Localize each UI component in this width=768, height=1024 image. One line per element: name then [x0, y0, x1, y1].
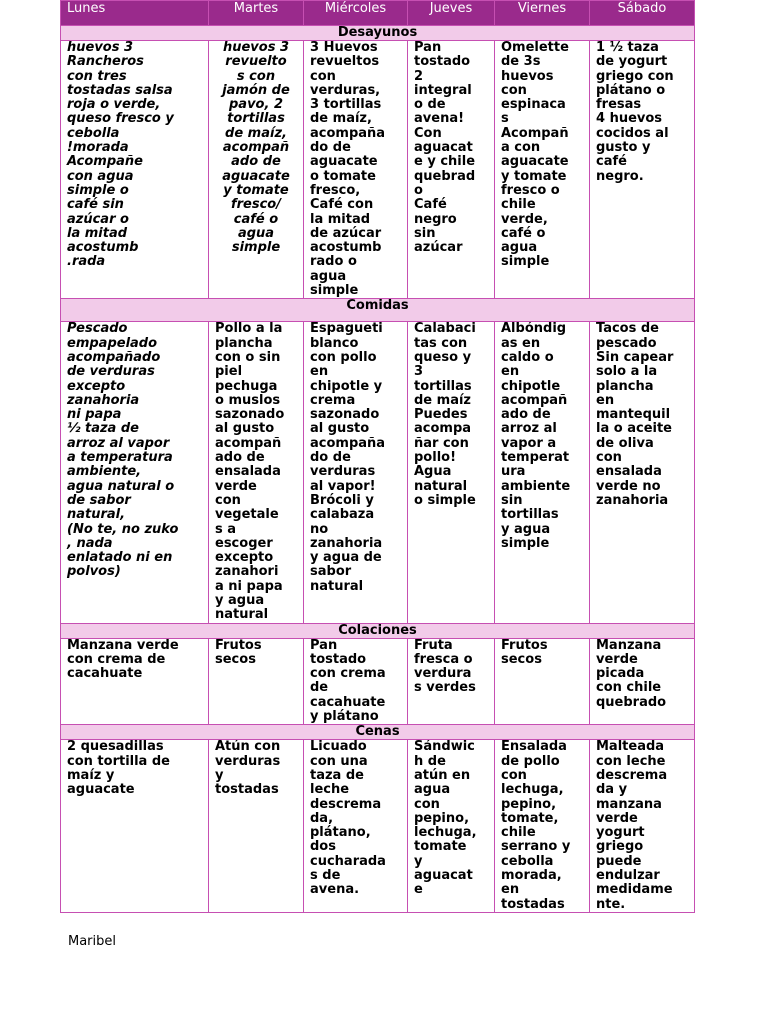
section-title-desayunos: Desayunos — [61, 26, 695, 41]
day-header-jueves: Jueves — [408, 1, 495, 26]
meal-cell: Albóndig as en caldo o en chipotle acompañ ado de arroz al vapor a temperat ura ambiente sin tortillas y agua simple — [495, 322, 590, 623]
meal-cell: Frutos secos — [495, 638, 590, 725]
table-header-row — [61, 1, 695, 26]
day-header-sabado: Sábado — [590, 1, 695, 26]
meal-cell: huevos 3 revuelto s con jamón de pavo, 2 tortillas de maíz, acompañ ado de aguacate y tomate fresco/ café o agua simple — [209, 41, 304, 299]
meal-cell: Malteada con leche descrema da y manzana verde yogurt griego puede endulzar medidame nte. — [590, 740, 695, 913]
day-header-viernes: Viernes — [495, 1, 590, 26]
meal-cell: Atún con verduras y tostadas — [209, 740, 304, 913]
meal-cell: Manzana verde con crema de cacahuate — [61, 638, 209, 725]
day-header-miercoles: Miércoles — [304, 1, 408, 26]
section-title-comidas: Comidas — [61, 299, 695, 322]
section-cenas — [61, 725, 695, 740]
section-comidas — [61, 299, 695, 322]
meal-cell: Manzana verde picada con chile quebrado — [590, 638, 695, 725]
meal-cell: 3 Huevos revueltos con verduras, 3 tortillas de maíz, acompaña do de aguacate o tomate fresco, Café con la mitad de azúcar acostumb rado o agua simple — [304, 41, 408, 299]
meal-cell: Calabaci tas con queso y 3 tortillas de maíz Puedes acompa ñar con pollo! Agua natural o simple — [408, 322, 495, 623]
meal-cell: Sándwic h de atún en agua con pepino, lechuga, tomate y aguacat e — [408, 740, 495, 913]
meal-cell: Fruta fresca o verdura s verdes — [408, 638, 495, 725]
meal-cell: Pollo a la plancha con o sin piel pechuga o muslos sazonado al gusto acompañ ado de ensalada verde con vegetale s a escoger excepto zanahori a ni papa y agua natural — [209, 322, 304, 623]
meal-cell: Pescado empapelado acompañado de verduras excepto zanahoria ni papa ½ taza de arroz al vapor a temperatura ambiente, agua natural o de sabor natural, (No te, no zuko , nada enlatado ni en polvos) — [61, 322, 209, 623]
author-name: Maribel — [68, 934, 117, 949]
meal-cell: huevos 3 Rancheros con tres tostadas salsa roja o verde, queso fresco y cebolla !morada Acompañe con agua simple o café sin azúcar o la mitad acostumb .rada — [61, 41, 209, 299]
section-colaciones — [61, 623, 695, 638]
meal-cell: Pan tostado 2 integral o de avena! Con aguacat e y chile quebrad o Café negro sin azúcar — [408, 41, 495, 299]
section-title-colaciones: Colaciones — [61, 623, 695, 638]
table-row — [61, 638, 695, 725]
table-row — [61, 41, 695, 299]
meal-cell: Espagueti blanco con pollo en chipotle y crema sazonado al gusto acompaña do de verduras al vapor! Brócoli y calabaza no zanahoria y agua de sabor natural — [304, 322, 408, 623]
table-row — [61, 740, 695, 913]
meal-cell: Pan tostado con crema de cacahuate y plátano — [304, 638, 408, 725]
day-header-lunes: Lunes — [61, 1, 209, 26]
meal-cell: 2 quesadillas con tortilla de maíz y aguacate — [61, 740, 209, 913]
meal-cell: Ensalada de pollo con lechuga, pepino, tomate, chile serrano y cebolla morada, en tostadas — [495, 740, 590, 913]
meal-cell: Tacos de pescado Sin capear solo a la plancha en mantequil la o aceite de oliva con ensalada verde no zanahoria — [590, 322, 695, 623]
section-title-cenas: Cenas — [61, 725, 695, 740]
meal-cell: Licuado con una taza de leche descrema da, plátano, dos cucharada s de avena. — [304, 740, 408, 913]
meal-plan-table — [60, 0, 695, 913]
table-row — [61, 322, 695, 623]
section-desayunos — [61, 26, 695, 41]
meal-cell: Frutos secos — [209, 638, 304, 725]
meal-cell: Omelette de 3s huevos con espinaca s Acompañ a con aguacate y tomate fresco o chile verde, café o agua simple — [495, 41, 590, 299]
meal-cell: 1 ½ taza de yogurt griego con plátano o fresas 4 huevos cocidos al gusto y café negro. — [590, 41, 695, 299]
day-header-martes: Martes — [209, 1, 304, 26]
